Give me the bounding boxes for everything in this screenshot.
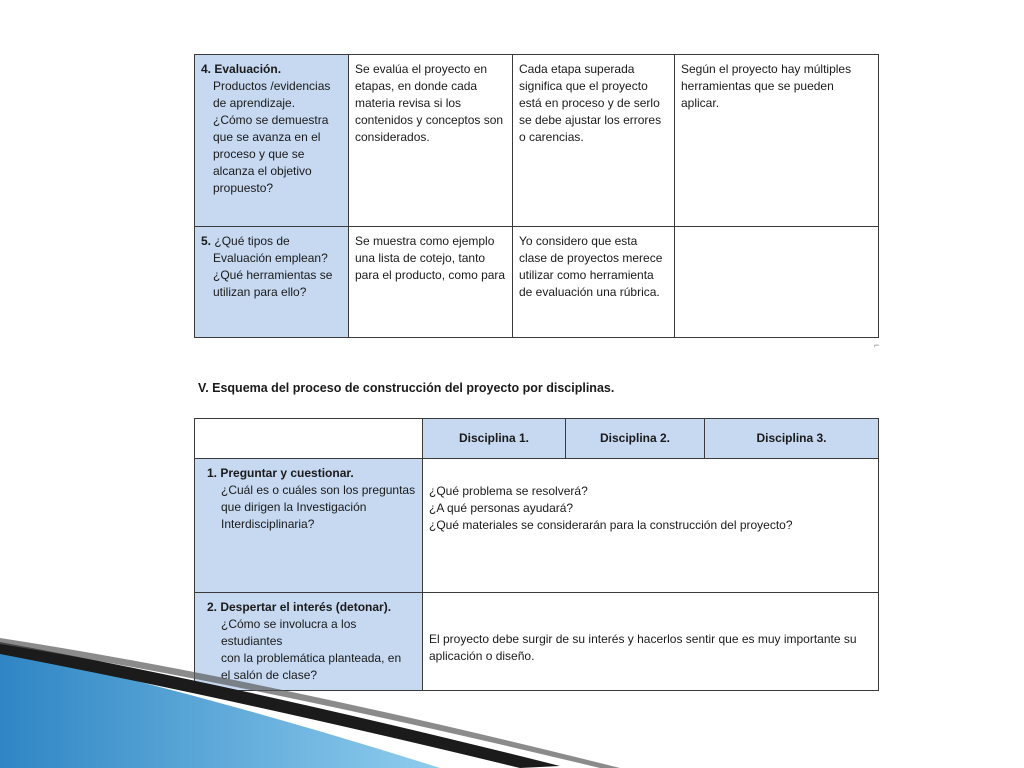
- row-title: 2. Despertar el interés (detonar).: [207, 600, 392, 614]
- row-title: ¿Qué tipos de: [214, 234, 290, 248]
- answer-cell: El proyecto debe surgir de su interés y hacerlos sentir que es muy importante su aplicación o diseño.: [423, 593, 879, 691]
- row-number: 5.: [201, 234, 212, 248]
- section-title: V. Esquema del proceso de construcción del proyecto por disciplinas.: [198, 381, 615, 395]
- table-cell: Yo considero que esta clase de proyectos merece utilizar como herramienta de evaluación una rúbrica.: [513, 227, 675, 338]
- evaluation-table: [194, 54, 879, 338]
- answers-cell: [423, 459, 879, 593]
- small-mark: ⌐: [874, 340, 880, 350]
- row-title: 1. Preguntar y cuestionar.: [207, 466, 354, 480]
- decorative-swoosh: [0, 638, 620, 768]
- header-disciplina-3: Disciplina 3.: [705, 419, 879, 459]
- answer-item: ¿Qué materiales se considerarán para la construcción del proyecto?: [429, 518, 793, 532]
- table-row: [195, 55, 879, 227]
- header-disciplina-1: Disciplina 1.: [423, 419, 566, 459]
- header-disciplina-2: Disciplina 2.: [566, 419, 705, 459]
- table-cell: Cada etapa superada significa que el proyecto está en proceso y de serlo se debe ajustar los errores o carencias.: [513, 55, 675, 227]
- row-title: Evaluación.: [214, 62, 282, 76]
- row-subtitle: ¿Cuál es o cuáles son los preguntas que dirigen la Investigación Interdisciplinaria?: [221, 483, 416, 531]
- table-cell: [675, 227, 879, 338]
- row-label-cell: [195, 227, 349, 338]
- answer-item: ¿Qué problema se resolverá?: [429, 484, 588, 498]
- row-subtitle: Productos /evidencias de aprendizaje. ¿Cómo se demuestra que se avanza en el proceso y que se alcanza el objetivo propuesto?: [213, 79, 331, 195]
- table-row: [195, 459, 879, 593]
- row-subtitle: Evaluación emplean? ¿Qué herramientas se utilizan para ello?: [213, 251, 333, 299]
- table-cell: Se muestra como ejemplo una lista de cotejo, tanto para el producto, como para: [349, 227, 513, 338]
- header-row: [195, 419, 879, 459]
- header-cell-empty: [195, 419, 423, 459]
- row-subtitle: ¿Cómo se involucra a los estudiantes con la problemática planteada, en el salón de clase?: [221, 617, 402, 682]
- answer-item: ¿A qué personas ayudará?: [429, 501, 574, 515]
- table-cell: Según el proyecto hay múltiples herramientas que se pueden aplicar.: [675, 55, 879, 227]
- row-label-cell: [195, 55, 349, 227]
- table-cell: Se evalúa el proyecto en etapas, en donde cada materia revisa si los contenidos y conceptos son considerados.: [349, 55, 513, 227]
- row-label-cell: [195, 459, 423, 593]
- row-number: 4.: [201, 62, 212, 76]
- table-row: [195, 227, 879, 338]
